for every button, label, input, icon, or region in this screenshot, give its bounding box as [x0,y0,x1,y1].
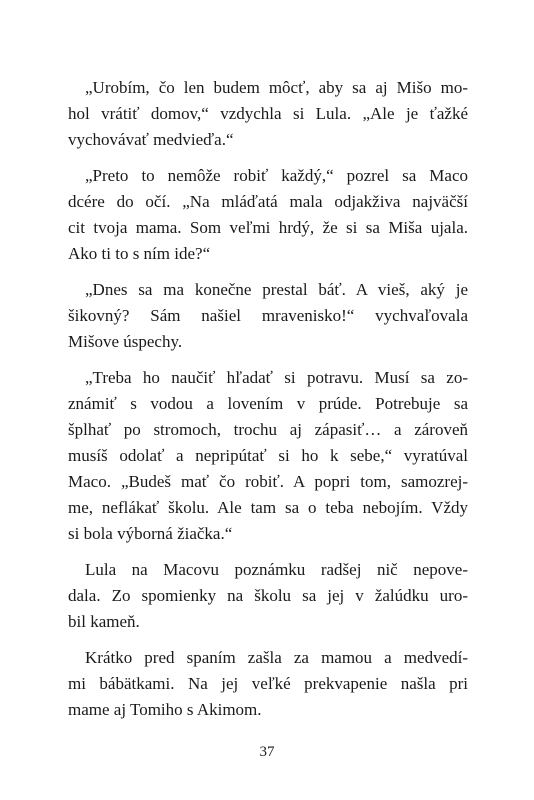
text-line: známiť s vodou a lovením v prúde. Potrebuje sa [68,394,468,413]
paragraph-gap [68,547,468,557]
paragraph-gap [68,267,468,277]
paragraph-gap [68,635,468,645]
text-line: „Treba ho naučiť hľadať si potravu. Musí sa zo- [85,368,468,387]
paragraph-gap [68,153,468,163]
text-line: mi bábätkami. Na jej veľké prekvapenie našla pri [68,674,468,693]
text-line: Lula na Macovu poznámku radšej nič nepove- [85,560,468,579]
text-line: me, neflákať školu. Ale tam sa o teba nebojím. Vždy [68,498,468,517]
text-line: šikovný? Sám našiel mravenisko!“ vychvaľovala [68,306,468,325]
text-line: Mišove úspechy. [68,332,183,351]
text-line: si bola výborná žiačka.“ [68,524,233,543]
paragraph-gap [68,355,468,365]
text-line: Ako ti to s ním ide?“ [68,244,211,263]
text-line: musíš odolať a nepripútať si ho k sebe,“ vyratúval [68,446,468,465]
paragraph [68,277,468,355]
paragraph [68,557,468,635]
text-line: bil kameň. [68,612,140,631]
paragraph [68,645,468,723]
text-line: „Preto to nemôže robiť každý,“ pozrel sa Maco [85,166,468,185]
text-line: dcére do očí. „Na mláďatá mala odjakživa najväčší [68,192,468,211]
paragraph [68,75,468,153]
paragraph [68,163,468,267]
text-line: Maco. „Budeš mať čo robiť. A popri tom, samozrej- [68,472,468,491]
page-number: 37 [259,744,275,760]
text-line: „Urobím, čo len budem môcť, aby sa aj Mišo mo- [85,78,468,97]
text-line: hol vrátiť domov,“ vzdychla si Lula. „Ale je ťažké [68,104,468,123]
text-line: Krátko pred spaním zašla za mamou a medvedí- [85,648,468,667]
text-line: šplhať po stromoch, trochu aj zápasiť… a zároveň [68,420,468,439]
text-line: dala. Zo spomienky na školu sa jej v žalúdku uro- [68,586,468,605]
paragraph [68,365,468,547]
text-line: mame aj Tomiho s Akimom. [68,700,262,719]
text-line: vychovávať medvieďa.“ [68,130,234,149]
text-line: cit tvoja mama. Som veľmi hrdý, že si sa Miša ujala. [68,218,468,237]
body-text [68,75,468,723]
text-line: „Dnes sa ma konečne prestal báť. A vieš, aký je [85,280,468,299]
